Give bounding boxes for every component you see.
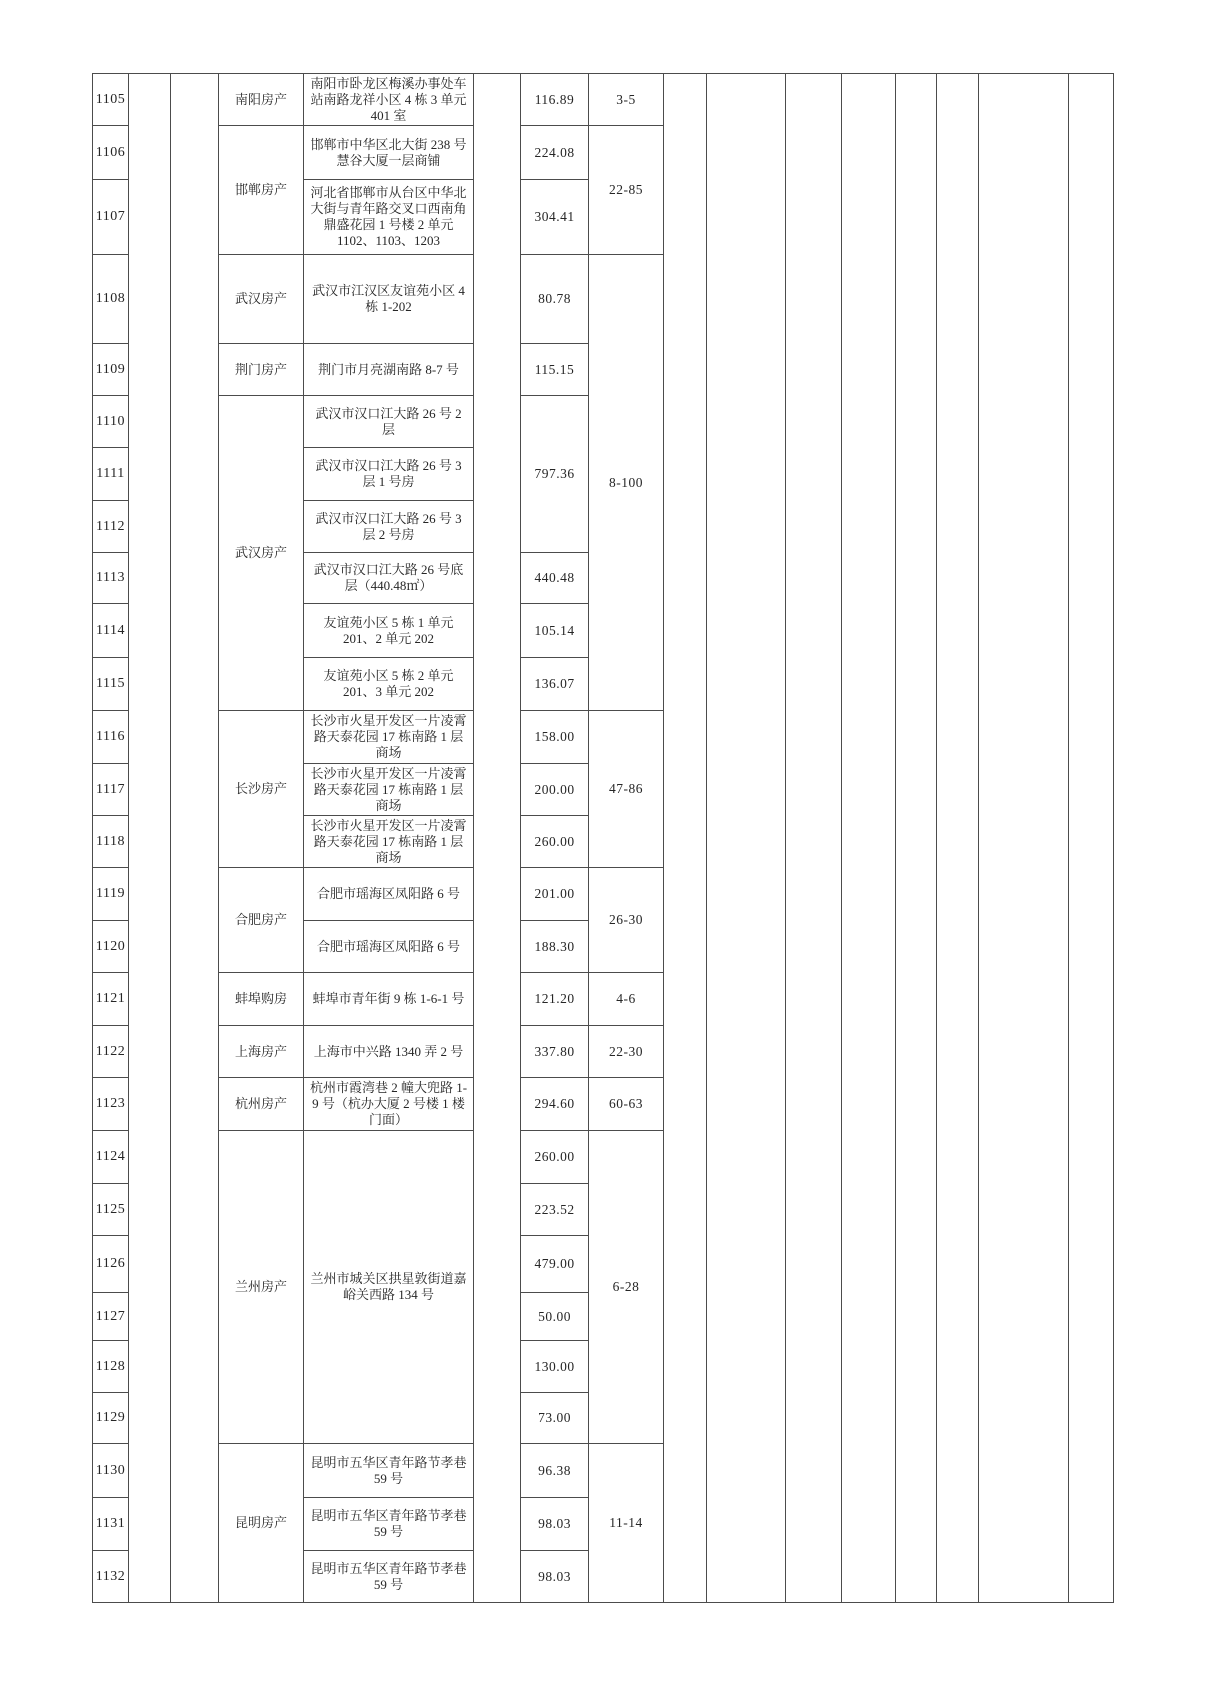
area-cell: 260.00	[521, 1131, 589, 1184]
address-cell: 武汉市江汉区友谊苑小区 4 栋 1-202	[304, 255, 474, 344]
serial-cell: 1105	[93, 74, 129, 126]
range-cell: 47-86	[589, 711, 664, 868]
range-cell: 4-6	[589, 973, 664, 1026]
address-cell: 友谊苑小区 5 栋 2 单元 201、3 单元 202	[304, 658, 474, 711]
range-cell: 26-30	[589, 868, 664, 973]
category-cell: 合肥房产	[219, 868, 304, 973]
category-cell: 上海房产	[219, 1026, 304, 1078]
property-table	[92, 73, 1114, 1603]
empty-cell	[474, 74, 521, 1603]
serial-cell: 1127	[93, 1293, 129, 1341]
address-cell: 合肥市瑶海区凤阳路 6 号	[304, 921, 474, 973]
area-cell: 201.00	[521, 868, 589, 921]
address-cell: 荆门市月亮湖南路 8-7 号	[304, 344, 474, 396]
area-cell: 116.89	[521, 74, 589, 126]
serial-cell: 1110	[93, 396, 129, 448]
serial-cell: 1112	[93, 501, 129, 553]
range-cell: 3-5	[589, 74, 664, 126]
serial-cell: 1122	[93, 1026, 129, 1078]
empty-cell	[1069, 74, 1114, 1603]
serial-cell: 1121	[93, 973, 129, 1026]
empty-cell	[937, 74, 979, 1603]
serial-cell: 1117	[93, 764, 129, 816]
area-cell: 130.00	[521, 1341, 589, 1393]
range-cell: 22-30	[589, 1026, 664, 1078]
address-cell: 昆明市五华区青年路节孝巷 59 号	[304, 1551, 474, 1603]
empty-cell	[129, 74, 171, 1603]
empty-cell	[786, 74, 842, 1603]
area-cell: 121.20	[521, 973, 589, 1026]
category-cell: 长沙房产	[219, 711, 304, 868]
range-cell: 22-85	[589, 126, 664, 255]
area-cell: 260.00	[521, 816, 589, 868]
serial-cell: 1124	[93, 1131, 129, 1184]
empty-cell	[707, 74, 786, 1603]
range-cell: 11-14	[589, 1444, 664, 1603]
category-cell: 兰州房产	[219, 1131, 304, 1444]
address-cell: 武汉市汉口江大路 26 号 2 层	[304, 396, 474, 448]
empty-cell	[842, 74, 896, 1603]
category-cell: 蚌埠购房	[219, 973, 304, 1026]
serial-cell: 1106	[93, 126, 129, 180]
address-cell: 武汉市汉口江大路 26 号底层（440.48㎡）	[304, 553, 474, 604]
area-cell: 224.08	[521, 126, 589, 180]
serial-cell: 1126	[93, 1236, 129, 1293]
address-cell: 长沙市火星开发区一片凌霄路天泰花园 17 栋南路 1 层商场	[304, 764, 474, 816]
area-cell: 136.07	[521, 658, 589, 711]
serial-cell: 1123	[93, 1078, 129, 1131]
serial-cell: 1109	[93, 344, 129, 396]
serial-cell: 1113	[93, 553, 129, 604]
serial-cell: 1130	[93, 1444, 129, 1498]
address-cell: 武汉市汉口江大路 26 号 3 层 1 号房	[304, 448, 474, 501]
address-cell: 武汉市汉口江大路 26 号 3 层 2 号房	[304, 501, 474, 553]
serial-cell: 1119	[93, 868, 129, 921]
serial-cell: 1108	[93, 255, 129, 344]
area-cell: 158.00	[521, 711, 589, 764]
serial-cell: 1132	[93, 1551, 129, 1603]
area-cell: 188.30	[521, 921, 589, 973]
area-cell: 96.38	[521, 1444, 589, 1498]
area-cell: 73.00	[521, 1393, 589, 1444]
range-cell: 8-100	[589, 255, 664, 711]
address-cell: 兰州市城关区拱星敦街道嘉峪关西路 134 号	[304, 1131, 474, 1444]
area-cell: 50.00	[521, 1293, 589, 1341]
address-cell: 蚌埠市青年街 9 栋 1-6-1 号	[304, 973, 474, 1026]
serial-cell: 1125	[93, 1184, 129, 1236]
area-cell: 479.00	[521, 1236, 589, 1293]
address-cell: 友谊苑小区 5 栋 1 单元 201、2 单元 202	[304, 604, 474, 658]
address-cell: 上海市中兴路 1340 弄 2 号	[304, 1026, 474, 1078]
area-cell: 98.03	[521, 1498, 589, 1551]
address-cell: 杭州市霞湾巷 2 幢大兜路 1-9 号（杭办大厦 2 号楼 1 楼门面）	[304, 1078, 474, 1131]
category-cell: 杭州房产	[219, 1078, 304, 1131]
empty-cell	[171, 74, 219, 1603]
range-cell: 6-28	[589, 1131, 664, 1444]
area-cell: 98.03	[521, 1551, 589, 1603]
area-cell: 304.41	[521, 180, 589, 255]
address-cell: 合肥市瑶海区凤阳路 6 号	[304, 868, 474, 921]
address-cell: 昆明市五华区青年路节孝巷 59 号	[304, 1498, 474, 1551]
category-cell: 武汉房产	[219, 255, 304, 344]
address-cell: 邯郸市中华区北大街 238 号慧谷大厦一层商铺	[304, 126, 474, 180]
area-cell: 223.52	[521, 1184, 589, 1236]
area-cell: 337.80	[521, 1026, 589, 1078]
address-cell: 昆明市五华区青年路节孝巷 59 号	[304, 1444, 474, 1498]
serial-cell: 1115	[93, 658, 129, 711]
address-cell: 长沙市火星开发区一片凌霄路天泰花园 17 栋南路 1 层商场	[304, 711, 474, 764]
range-cell: 60-63	[589, 1078, 664, 1131]
area-cell: 294.60	[521, 1078, 589, 1131]
serial-cell: 1129	[93, 1393, 129, 1444]
area-cell: 200.00	[521, 764, 589, 816]
area-cell: 80.78	[521, 255, 589, 344]
serial-cell: 1118	[93, 816, 129, 868]
category-cell: 荆门房产	[219, 344, 304, 396]
empty-cell	[664, 74, 707, 1603]
empty-cell	[979, 74, 1069, 1603]
address-cell: 南阳市卧龙区梅溪办事处车站南路龙祥小区 4 栋 3 单元 401 室	[304, 74, 474, 126]
category-cell: 昆明房产	[219, 1444, 304, 1603]
serial-cell: 1107	[93, 180, 129, 255]
serial-cell: 1111	[93, 448, 129, 501]
serial-cell: 1120	[93, 921, 129, 973]
serial-cell: 1114	[93, 604, 129, 658]
empty-cell	[896, 74, 937, 1603]
category-cell: 南阳房产	[219, 74, 304, 126]
category-cell: 武汉房产	[219, 396, 304, 711]
area-cell: 105.14	[521, 604, 589, 658]
serial-cell: 1131	[93, 1498, 129, 1551]
serial-cell: 1128	[93, 1341, 129, 1393]
serial-cell: 1116	[93, 711, 129, 764]
category-cell: 邯郸房产	[219, 126, 304, 255]
area-cell: 797.36	[521, 396, 589, 553]
area-cell: 440.48	[521, 553, 589, 604]
address-cell: 长沙市火星开发区一片凌霄路天泰花园 17 栋南路 1 层商场	[304, 816, 474, 868]
address-cell: 河北省邯郸市从台区中华北大街与青年路交叉口西南角鼎盛花园 1 号楼 2 单元 1102、1103、1203	[304, 180, 474, 255]
area-cell: 115.15	[521, 344, 589, 396]
